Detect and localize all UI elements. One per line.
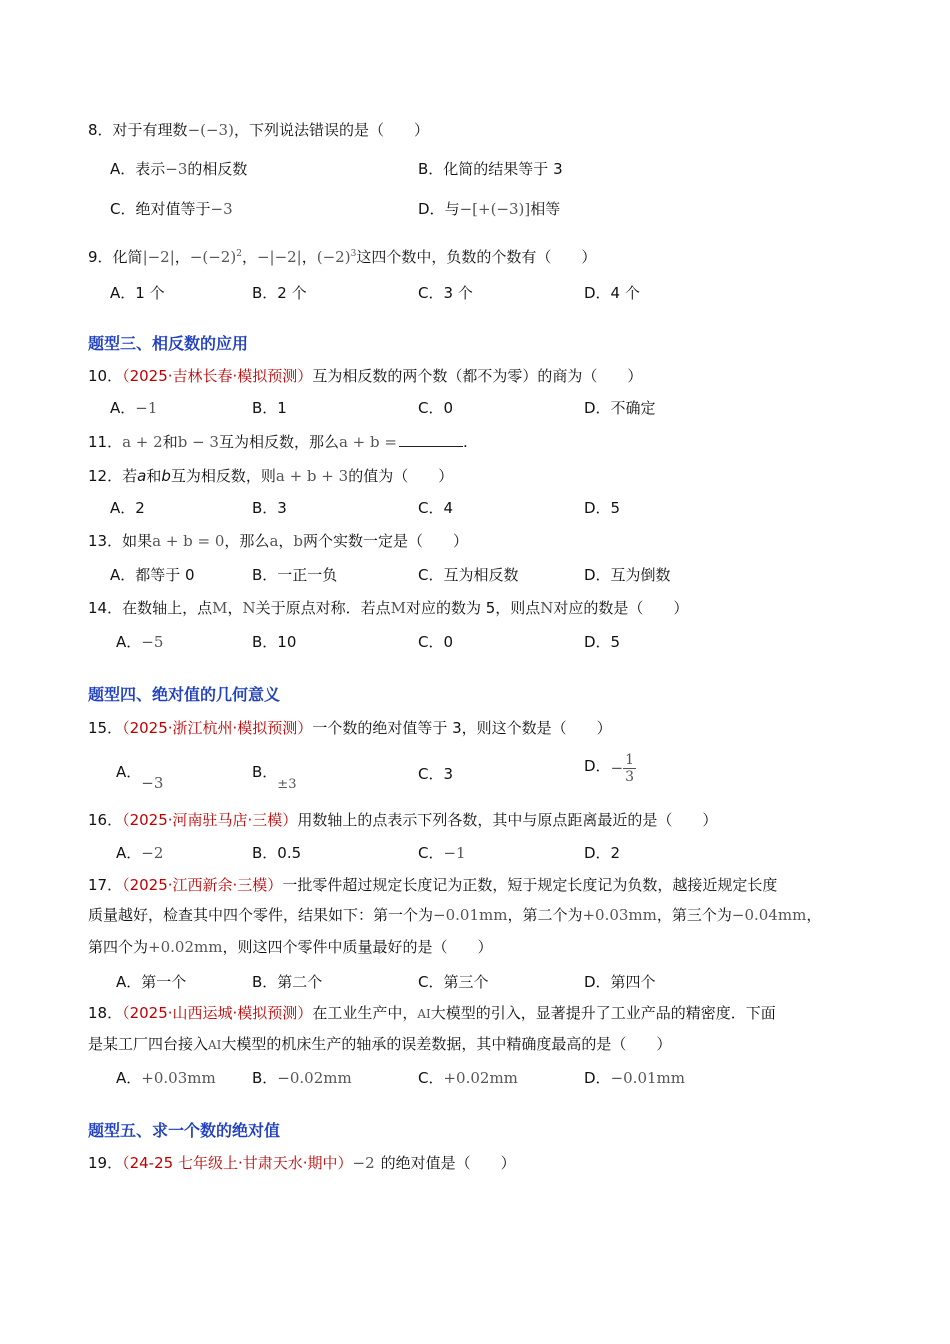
q10-stem: 互为相反数的两个数（都不为零）的商为（ ） [312, 367, 643, 385]
q8-stem-b: ，下列说法错误的是（ ） [233, 121, 429, 139]
option-math: −3 [210, 200, 233, 218]
option-label: D． [584, 1069, 611, 1087]
q12-text: 若 [122, 467, 138, 485]
q9-expr-3: −|−2| [256, 248, 302, 266]
q9-expr-1: |−2| [142, 248, 175, 266]
question-18-line-2 [88, 1034, 671, 1055]
q18-option-d [584, 1068, 685, 1088]
q9-expr-4 [317, 248, 357, 266]
question-17-line-2 [88, 905, 821, 925]
q19-number: 19． [88, 1154, 123, 1172]
q17-text: 第四个为 [88, 938, 149, 956]
q12-var-a: a [137, 467, 147, 485]
option-math: −5 [141, 633, 164, 651]
q9-stem-a: 化简 [112, 248, 143, 266]
fraction [623, 752, 636, 785]
q15-source: （2025·浙江杭州·模拟预测） [122, 719, 313, 737]
q17-source: （2025·江西新余·三模） [122, 876, 283, 894]
q10-option-d: D．不确定 [584, 399, 656, 417]
answer-blank[interactable] [399, 432, 463, 447]
q18-option-a [116, 1068, 216, 1088]
q14-option-b: B．10 [252, 633, 297, 651]
q15-option-c: C．3 [418, 765, 454, 783]
option-math: +0.02mm [443, 1069, 518, 1087]
option-math: −2 [141, 844, 164, 862]
option-label: B． [252, 763, 278, 781]
q13-math: b [293, 532, 304, 550]
q9-option-d: D．4 个 [584, 284, 640, 302]
q12-var-b: b [161, 467, 171, 485]
option-text: 的相反数 [187, 160, 248, 178]
q8-expression: −(−3) [187, 121, 234, 139]
question-14 [88, 598, 688, 618]
q11-period: . [462, 433, 468, 451]
q10-source: （2025·吉林长春·模拟预测） [122, 367, 313, 385]
q13-option-a: A．都等于 0 [110, 566, 195, 584]
q15-number: 15． [88, 719, 123, 737]
option-label: A． [116, 844, 142, 862]
q12-text: 互为相反数，则 [170, 467, 276, 485]
q14-math: M [212, 599, 228, 617]
q10-option-b: B．1 [252, 399, 287, 417]
option-math: −0.01mm [610, 1069, 685, 1087]
q9-option-a: A．1 个 [110, 284, 165, 302]
q11-math: b − 3 [177, 433, 219, 451]
option-label: A． [116, 763, 142, 781]
q8-option-d [418, 199, 560, 219]
option-math-sign: − [610, 759, 624, 777]
q13-option-b: B．一正一负 [252, 566, 338, 584]
question-13 [88, 531, 468, 551]
option-text: 相等 [530, 200, 561, 218]
q12-option-a: A．2 [110, 499, 145, 517]
q17-math: −0.04mm [731, 906, 807, 924]
fraction-denominator: 3 [625, 769, 635, 785]
q15-option-d [584, 752, 636, 785]
q18-text: 在工业生产中， [312, 1004, 418, 1022]
option-math: −1 [443, 844, 466, 862]
q11-math: a + b = [338, 433, 397, 451]
question-12 [88, 466, 453, 486]
q18-text: 是某工厂四台接入 [88, 1035, 209, 1053]
q14-text: 对应的数是（ ） [553, 599, 689, 617]
option-math: −1 [135, 399, 158, 417]
q14-option-d: D．5 [584, 633, 621, 651]
question-11 [88, 432, 468, 452]
q12-text: 和 [146, 467, 162, 485]
q19-stem: 的绝对值是（ ） [380, 1154, 516, 1172]
option-label: B． [418, 160, 444, 178]
q14-math: N [242, 599, 256, 617]
q8-stem-a: 对于有理数 [112, 121, 188, 139]
q19-source: （24-25 七年级上·甘肃天水·期中） [122, 1154, 353, 1172]
q12-option-b: B．3 [252, 499, 287, 517]
q12-math: a + b + 3 [275, 467, 349, 485]
q16-number: 16． [88, 811, 123, 829]
section-heading-4: 题型四、绝对值的几何意义 [88, 685, 281, 704]
q14-number: 14． [88, 599, 123, 617]
q19-math: −2 [352, 1154, 375, 1172]
q13-option-c: C．互为相反数 [418, 566, 519, 584]
q18-source: （2025·山西运城·模拟预测） [122, 1004, 313, 1022]
option-label: C． [418, 844, 444, 862]
expr-exponent: 3 [350, 249, 357, 259]
q13-math: a [269, 532, 279, 550]
q14-text: 对应的数为 5，则点 [405, 599, 541, 617]
option-label: D． [584, 757, 611, 775]
q17-math: +0.02mm [148, 938, 223, 956]
q10-option-a [110, 398, 157, 418]
q8-option-c [110, 199, 233, 219]
q9-stem-b: 这四个数中，负数的个数有（ ） [356, 248, 597, 266]
q12-option-d: D．5 [584, 499, 621, 517]
q17-number: 17． [88, 876, 123, 894]
fraction-numerator: 1 [625, 752, 635, 768]
separator: ， [241, 248, 257, 266]
question-9 [88, 244, 596, 267]
q17-text: ，第二个为 [507, 906, 583, 924]
q16-option-d: D．2 [584, 844, 621, 862]
q14-math: N [540, 599, 554, 617]
q13-text: ， [278, 532, 294, 550]
q18-option-b [252, 1068, 352, 1088]
expr-base: (−2) [316, 248, 351, 266]
q17-text: 一批零件超过规定长度记为正数，短于规定长度记为负数，越接近规定长度 [282, 876, 778, 894]
q17-text: ， [806, 906, 822, 924]
q13-text: ，那么 [224, 532, 270, 550]
q16-option-b: B．0.5 [252, 844, 302, 862]
q13-number: 13． [88, 532, 123, 550]
expr-base: −(−2) [189, 248, 237, 266]
q18-number: 18． [88, 1004, 123, 1022]
q18-math: AI [208, 1038, 222, 1052]
q17-text: ，第三个为 [656, 906, 732, 924]
q18-text: 大模型的引入，显著提升了工业产品的精密度．下面 [430, 1004, 776, 1022]
question-8 [88, 120, 429, 140]
question-10 [88, 366, 642, 386]
question-15 [88, 718, 612, 738]
separator: ， [174, 248, 190, 266]
q16-source: （2025·河南驻马店·三模） [122, 811, 298, 829]
q14-text: ， [227, 599, 243, 617]
option-label: A． [110, 160, 136, 178]
q11-text: 互为相反数，那么 [218, 433, 339, 451]
option-text: 绝对值等于 [135, 200, 211, 218]
option-label: A． [110, 399, 136, 417]
q13-math: a + b = 0 [152, 532, 225, 550]
option-label: C． [418, 1069, 444, 1087]
separator: ， [301, 248, 317, 266]
q11-text: 和 [162, 433, 178, 451]
option-math: −3 [165, 160, 188, 178]
option-label: A． [116, 633, 142, 651]
q13-text: 如果 [122, 532, 153, 550]
option-text: 化简的结果等于 3 [443, 160, 563, 178]
q16-stem: 用数轴上的点表示下列各数，其中与原点距离最近的是（ ） [297, 811, 718, 829]
option-math: −[+(−3)] [459, 200, 531, 218]
option-text: 表示 [135, 160, 166, 178]
q17-text: ，则这四个零件中质量最好的是（ ） [222, 938, 493, 956]
q14-text: 关于原点对称．若点 [255, 599, 391, 617]
q17-option-c: C．第三个 [418, 973, 489, 991]
question-17-line-1 [88, 875, 777, 895]
option-label: B． [252, 1069, 278, 1087]
q17-option-b: B．第二个 [252, 973, 323, 991]
q12-option-c: C．4 [418, 499, 454, 517]
q8-number: 8． [88, 121, 113, 139]
q17-option-d: D．第四个 [584, 973, 656, 991]
expr-exponent: 2 [236, 249, 242, 259]
section-heading-5: 题型五、求一个数的绝对值 [88, 1121, 281, 1140]
q17-text: 质量越好，检查其中四个零件，结果如下：第一个为 [88, 906, 434, 924]
q15-stem: 一个数的绝对值等于 3，则这个数是（ ） [312, 719, 612, 737]
option-label: C． [110, 200, 136, 218]
q16-option-a [116, 843, 163, 863]
question-16 [88, 810, 717, 830]
question-19 [88, 1153, 516, 1173]
q12-text: 的值为（ ） [348, 467, 454, 485]
q14-option-a [116, 632, 163, 652]
q8-option-b [418, 159, 563, 179]
option-label: A． [116, 1069, 142, 1087]
q15-option-b [252, 762, 297, 792]
option-math: −0.02mm [277, 1069, 352, 1087]
question-18-line-1 [88, 1003, 776, 1024]
option-math: −3 [141, 774, 164, 792]
q9-option-b: B．2 个 [252, 284, 307, 302]
q17-math: −0.01mm [433, 906, 508, 924]
q17-option-a: A．第一个 [116, 973, 187, 991]
q9-expr-2 [190, 248, 242, 266]
q9-option-c: C．3 个 [418, 284, 473, 302]
q14-option-c: C．0 [418, 633, 454, 651]
option-math: +0.03mm [141, 1069, 216, 1087]
q12-number: 12． [88, 467, 123, 485]
q9-number: 9． [88, 248, 113, 266]
question-17-line-3 [88, 937, 492, 957]
q10-option-c: C．0 [418, 399, 454, 417]
q10-number: 10． [88, 367, 123, 385]
option-text: 与 [444, 200, 460, 218]
q15-option-a [116, 762, 164, 792]
q17-math: +0.03mm [582, 906, 657, 924]
q11-math: a + 2 [122, 433, 163, 451]
option-label: D． [418, 200, 445, 218]
q18-math: AI [417, 1007, 431, 1021]
q13-text: 两个实数一定是（ ） [303, 532, 469, 550]
q11-number: 11． [88, 433, 123, 451]
q14-text: 在数轴上，点 [122, 599, 213, 617]
q14-math: M [390, 599, 406, 617]
q18-text: 大模型的机床生产的轴承的误差数据，其中精确度最高的是（ ） [221, 1035, 672, 1053]
q13-option-d: D．互为倒数 [584, 566, 671, 584]
section-heading-3: 题型三、相反数的应用 [88, 334, 249, 353]
q16-option-c [418, 843, 466, 863]
q8-option-a [110, 159, 247, 179]
option-math: ±3 [277, 777, 297, 792]
q18-option-c [418, 1068, 518, 1088]
